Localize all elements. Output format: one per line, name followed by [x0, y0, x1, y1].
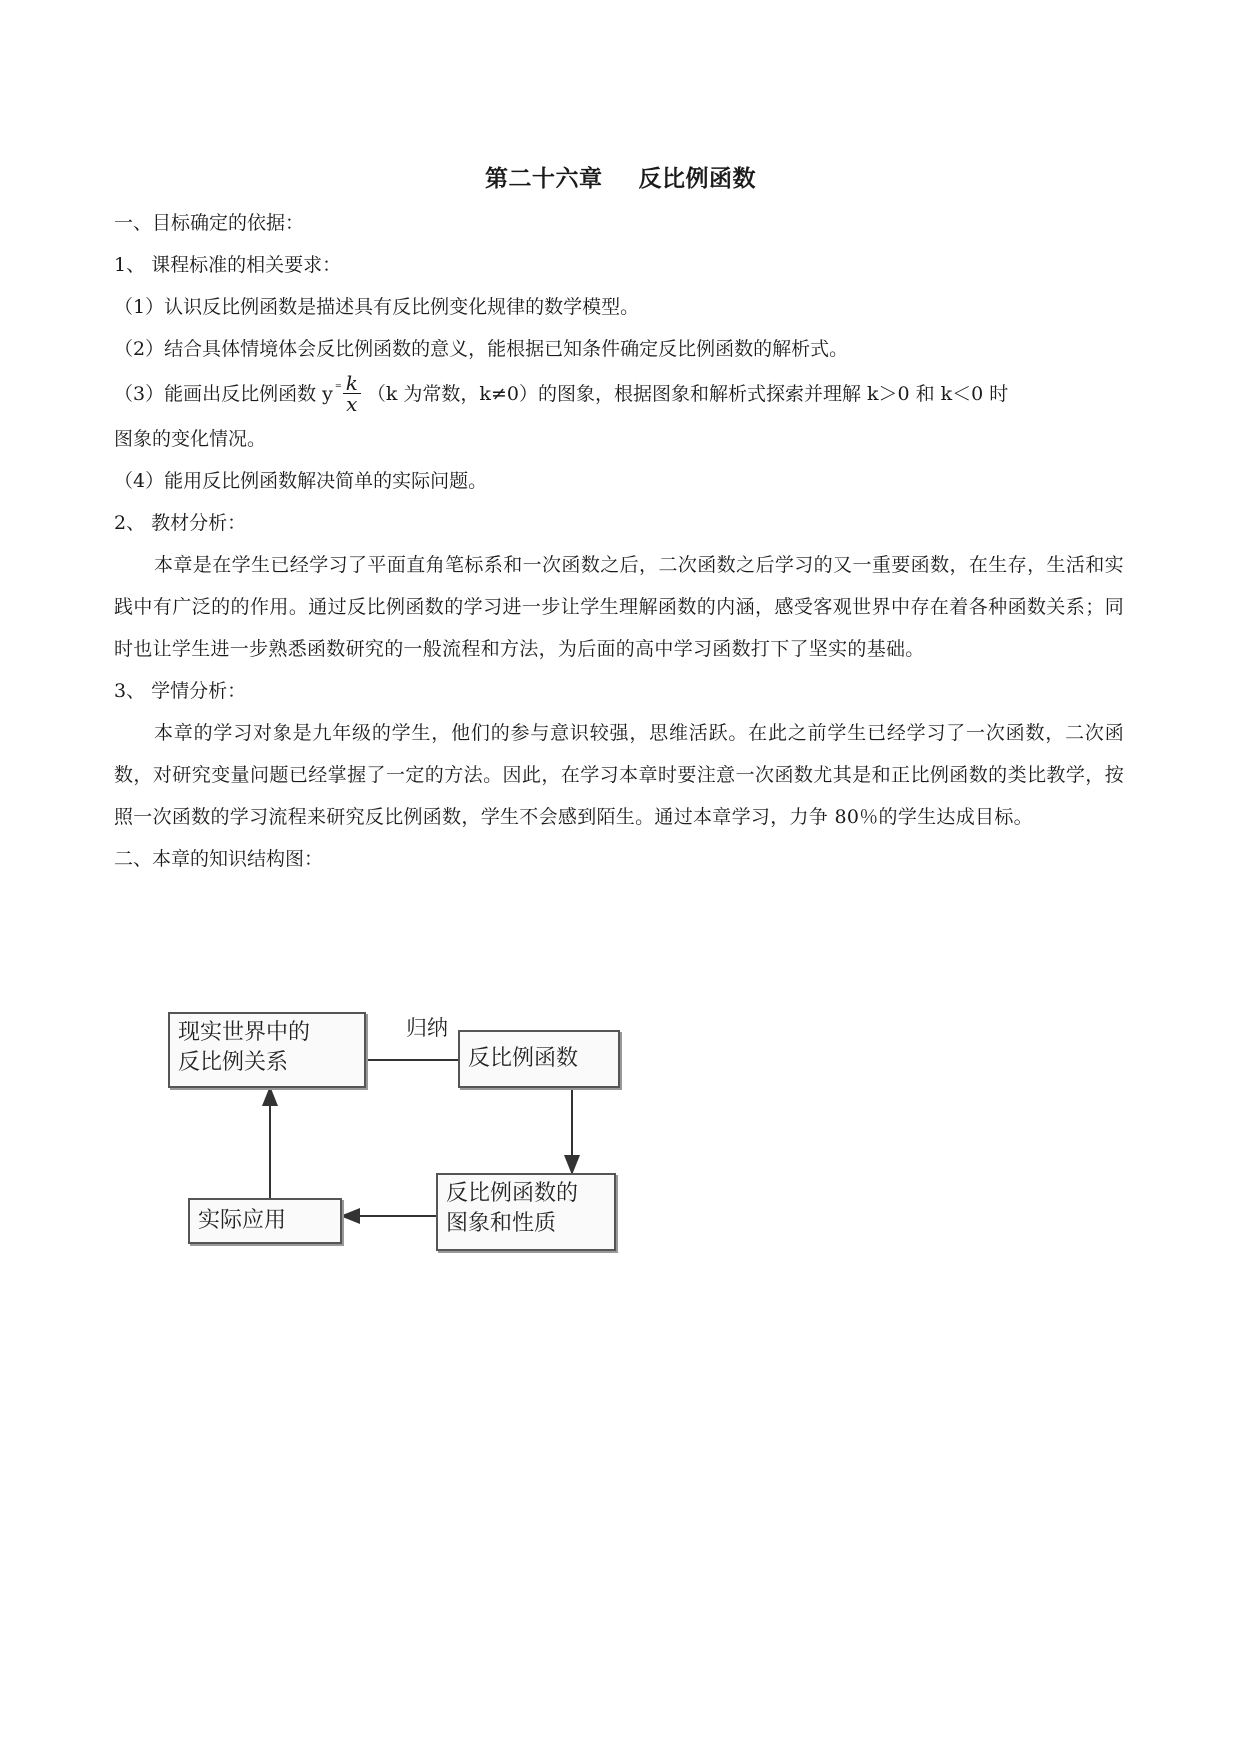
- section1-heading: 一、目标确定的依据：: [114, 212, 305, 234]
- knowledge-structure-diagram: [180, 990, 680, 1260]
- requirement-3: [114, 370, 1124, 418]
- node-graph-properties: [436, 1173, 616, 1251]
- node-properties-line-2: 图象和性质: [446, 1211, 557, 1236]
- equals-mark: ⁼: [334, 381, 341, 396]
- requirement-3-lead: （3）能画出反比例函数 y: [114, 383, 333, 405]
- section2-heading: 二、本章的知识结构图：: [114, 848, 324, 870]
- node-real-world-relation: [168, 1012, 366, 1088]
- node-practical-application: [188, 1198, 342, 1244]
- document-body: [114, 202, 1124, 880]
- node-real-world-line-2: 反比例关系: [178, 1050, 289, 1075]
- node-real-world-line-1: 现实世界中的: [178, 1020, 311, 1045]
- curriculum-heading: 1、 课程标准的相关要求：: [114, 254, 342, 276]
- node-properties-line-1: 反比例函数的: [446, 1181, 579, 1206]
- chapter-number: 第二十六章: [485, 166, 603, 192]
- requirement-3-continued: 图象的变化情况。: [114, 428, 267, 450]
- student-analysis-body: 本章的学习对象是九年级的学生，他们的参与意识较强，思维活跃。在此之前学生已经学习了一次函数，二次函数，对研究变量问题已经掌握了一定的方法。因此，在学习本章时要注意一次函数尤其是和正比例函数的类比教学，按照一次函数的学习流程来研究反比例函数，学生不会感到陌生。通过本章学习，力争 80％的学生达成目标。: [114, 722, 1124, 828]
- requirement-4: （4）能用反比例函数解决简单的实际问题。: [114, 470, 488, 492]
- page-title: [0, 160, 1241, 193]
- textbook-analysis-heading: 2、 教材分析：: [114, 512, 247, 534]
- requirement-3-tail: （k 为常数，k≠0）的图象，根据图象和解析式探索并理解 k＞0 和 k＜0 时: [366, 383, 1009, 405]
- textbook-analysis-body: 本章是在学生已经学习了平面直角笔标系和一次函数之后，二次函数之后学习的又一重要函数，在生存，生活和实践中有广泛的的作用。通过反比例函数的学习进一步让学生理解函数的内涵，感受客观世界中存在着各种函数关系；同时也让学生进一步熟悉函数研究的一般流程和方法，为后面的高中学习函数打下了坚实的基础。: [114, 554, 1124, 660]
- requirement-1: （1）认识反比例函数是描述具有反比例变化规律的数学模型。: [114, 296, 640, 318]
- formula-fraction: [343, 370, 361, 416]
- fraction-denominator: x: [346, 391, 358, 416]
- induction-label: 归纳: [406, 1016, 448, 1040]
- node-application-line-1: 实际应用: [198, 1208, 287, 1233]
- node-inverse-function: [458, 1030, 620, 1088]
- student-analysis-heading: 3、 学情分析：: [114, 680, 247, 702]
- chapter-name: 反比例函数: [638, 166, 756, 192]
- fraction-numerator: k: [343, 373, 361, 394]
- node-function-line-1: 反比例函数: [468, 1046, 579, 1071]
- requirement-2: （2）结合具体情境体会反比例函数的意义，能根据已知条件确定反比例函数的解析式。: [114, 338, 849, 360]
